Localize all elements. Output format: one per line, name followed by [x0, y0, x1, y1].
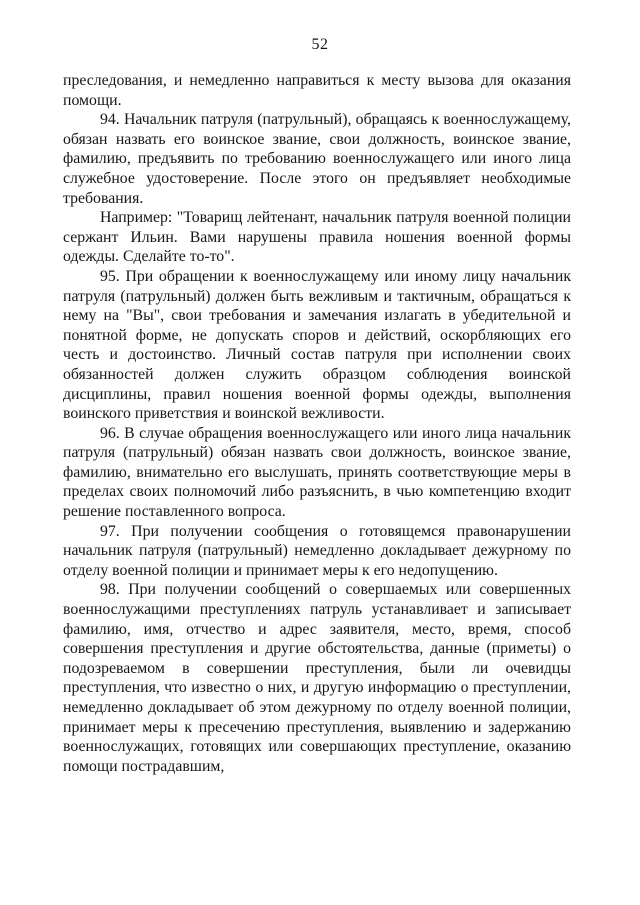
paragraph-continuation: преследования, и немедленно направиться к месту вызова для оказания помощи.	[63, 72, 571, 109]
paragraph-item-96: 96. В случае обращения военнослужащего или иного лица начальник патруля (патрульный) обязан назвать свои должность, воинское звание, фамилию, внимательно его выслушать, принять соответствующие меры в пределах своих полномочий либо разъяснить, в чью компетенцию входит решение поставленного вопроса.	[63, 424, 571, 521]
paragraph-item-94: 94. Начальник патруля (патрульный), обращаясь к военнослужащему, обязан назвать его воинское звание, свои должность, воинское звание, фамилию, предъявить по требованию военнослужащего или иного лица служебное удостоверение. После этого он предъявляет необходимые требования.	[63, 111, 571, 207]
document-body	[63, 71, 571, 776]
page-number: 52	[311, 36, 329, 53]
paragraph-example: Например: "Товарищ лейтенант, начальник патруля военной полиции сержант Ильин. Вами нарушены правила ношения военной формы одежды. Сделайте то-то".	[63, 209, 571, 266]
paragraph-item-95: 95. При обращении к военнослужащему или иному лицу начальник патруля (патрульный) должен быть вежливым и тактичным, обращаться к нему на "Вы", свои требования и замечания излагать в убедительной и понятной форме, не допускать споров и действий, оскорбляющих его честь и достоинство. Личный состав патруля при исполнении своих обязанностей должен служить образцом соблюдения воинской дисциплины, правил ношения военной формы одежды, выполнения воинского приветствия и воинской вежливости.	[63, 267, 571, 423]
paragraph-item-98: 98. При получении сообщений о совершаемых или совершенных военнослужащими преступлениях патруль устанавливает и записывает фамилию, имя, отчество и адрес заявителя, место, время, способ совершения преступления и другие обстоятельства, данные (приметы) о подозреваемом в совершении преступления, были ли очевидцы преступления, что известно о них, и другую информацию о преступлении, немедленно докладывает об этом дежурному по отделу военной полиции, принимает меры к пресечению преступления, выявлению и задержанию военнослужащих, готовящих или совершающих преступление, оказанию помощи пострадавшим,	[63, 581, 571, 775]
paragraph-item-97: 97. При получении сообщения о готовящемся правонарушении начальник патруля (патрульный) немедленно докладывает дежурному по отделу военной полиции и принимает меры к его недопущению.	[63, 522, 571, 579]
